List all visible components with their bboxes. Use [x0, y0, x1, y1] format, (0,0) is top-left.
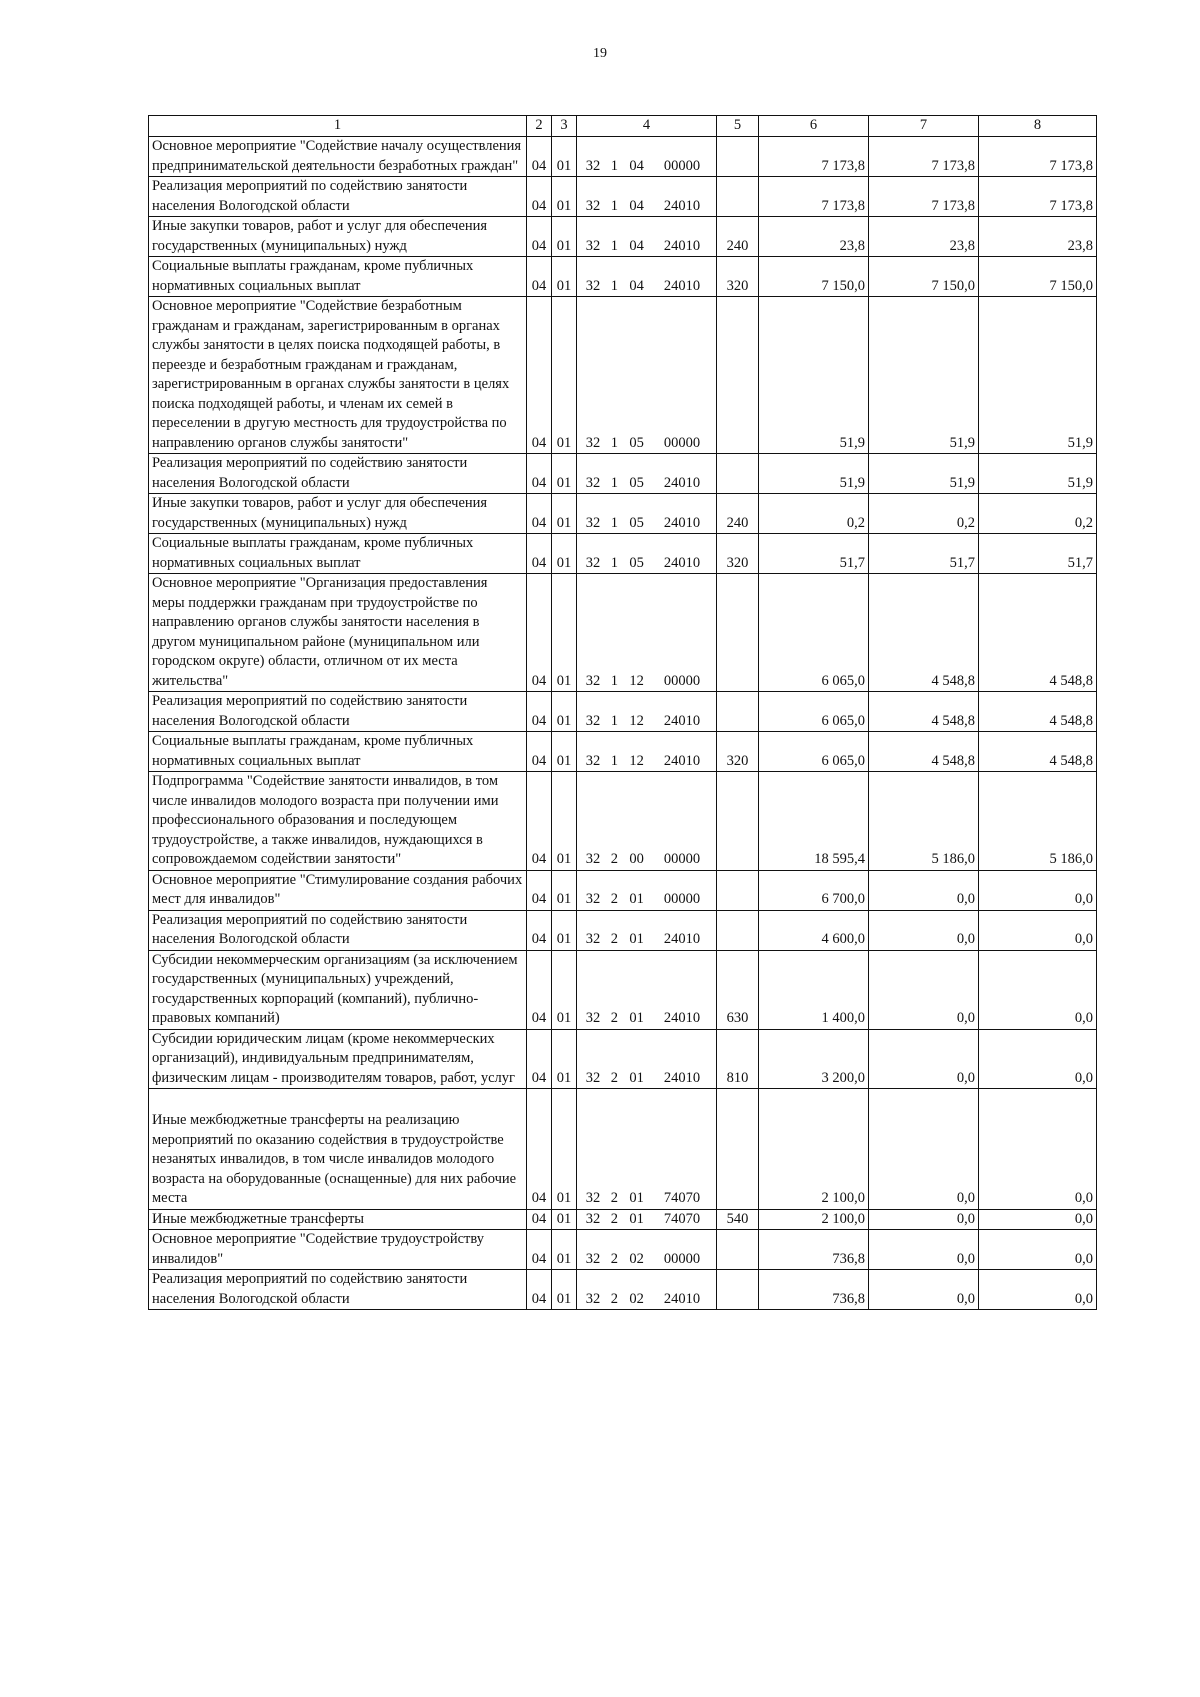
code-program: 32: [585, 672, 601, 689]
col-6-amount: 51,9: [759, 454, 869, 494]
code-program: 32: [585, 197, 601, 214]
table-row: [149, 732, 1097, 772]
col-8-amount: 51,9: [979, 297, 1097, 454]
table-row: [149, 177, 1097, 217]
code-subprogram: 2: [610, 851, 618, 867]
code-program: 32: [585, 1069, 601, 1086]
code-subprogram: 1: [610, 434, 618, 451]
col-2-code: 04: [527, 574, 552, 692]
col-8-amount: 7 173,8: [979, 137, 1097, 177]
col-4-code: [577, 297, 717, 454]
col-7-amount: 51,9: [869, 454, 979, 494]
col-5-code: [717, 177, 759, 217]
budget-table: [148, 115, 1097, 1310]
col-3-code: 01: [552, 772, 577, 871]
code-direction: 24010: [663, 237, 701, 254]
code-activity: 05: [629, 514, 644, 531]
col-8-amount: 7 150,0: [979, 257, 1097, 297]
code-direction: 00000: [663, 1250, 701, 1267]
col-3-code: 01: [552, 177, 577, 217]
table-row: [149, 950, 1097, 1029]
code-activity: 04: [629, 197, 644, 214]
col-3-code: 01: [552, 494, 577, 534]
col-8-amount: 0,0: [979, 1029, 1097, 1089]
col-2-code: 04: [527, 177, 552, 217]
col-4-code: [577, 732, 717, 772]
header-col-4: 4: [577, 116, 717, 137]
table-row: [149, 454, 1097, 494]
code-program: 32: [585, 237, 601, 254]
code-direction: 24010: [663, 931, 701, 947]
col-8-amount: 4 548,8: [979, 692, 1097, 732]
code-program: 32: [585, 931, 601, 947]
col-2-code: 04: [527, 217, 552, 257]
row-name: Основное мероприятие "Содействие трудоустройству инвалидов": [149, 1230, 527, 1270]
code-subprogram: 1: [610, 197, 618, 214]
col-7-amount: 0,2: [869, 494, 979, 534]
code-program: 32: [585, 891, 601, 907]
row-name: Реализация мероприятий по содействию занятости населения Вологодской области: [149, 910, 527, 950]
col-5-code: 540: [717, 1209, 759, 1230]
code-subprogram: 2: [610, 891, 618, 907]
col-4-code: [577, 1089, 717, 1210]
header-row: [149, 116, 1097, 137]
col-6-amount: 6 065,0: [759, 574, 869, 692]
code-program: 32: [585, 1250, 601, 1267]
code-direction: 24010: [663, 752, 701, 769]
col-2-code: 04: [527, 454, 552, 494]
col-3-code: 01: [552, 732, 577, 772]
col-5-code: [717, 297, 759, 454]
col-8-amount: 5 186,0: [979, 772, 1097, 871]
code-direction: 74070: [663, 1190, 701, 1206]
col-6-amount: 6 065,0: [759, 732, 869, 772]
col-6-amount: 6 700,0: [759, 870, 869, 910]
col-5-code: 240: [717, 217, 759, 257]
col-3-code: 01: [552, 692, 577, 732]
code-activity: 01: [629, 1210, 644, 1227]
col-5-code: [717, 1089, 759, 1210]
table-row: [149, 692, 1097, 732]
col-7-amount: 51,7: [869, 534, 979, 574]
col-5-code: [717, 692, 759, 732]
code-activity: 12: [629, 712, 644, 729]
col-6-amount: 7 150,0: [759, 257, 869, 297]
col-8-amount: 0,0: [979, 1270, 1097, 1310]
code-direction: 24010: [663, 474, 701, 491]
code-activity: 00: [629, 851, 644, 867]
col-7-amount: 0,0: [869, 1209, 979, 1230]
code-program: 32: [585, 157, 601, 174]
code-direction: 00000: [663, 891, 701, 907]
col-7-amount: 51,9: [869, 297, 979, 454]
col-7-amount: 0,0: [869, 870, 979, 910]
code-activity: 04: [629, 157, 644, 174]
code-activity: 02: [629, 1290, 644, 1307]
code-subprogram: 1: [610, 514, 618, 531]
code-activity: 02: [629, 1250, 644, 1267]
row-name: Основное мероприятие "Содействие началу осуществления предпринимательской деятельности безработных граждан": [149, 137, 527, 177]
table-row: [149, 1230, 1097, 1270]
code-subprogram: 1: [610, 157, 618, 174]
col-4-code: [577, 950, 717, 1029]
code-subprogram: 1: [610, 712, 618, 729]
col-5-code: [717, 454, 759, 494]
col-2-code: 04: [527, 692, 552, 732]
col-6-amount: 736,8: [759, 1230, 869, 1270]
col-6-amount: 7 173,8: [759, 177, 869, 217]
code-program: 32: [585, 1290, 601, 1307]
code-subprogram: 2: [610, 1190, 618, 1206]
col-8-amount: 0,0: [979, 1209, 1097, 1230]
col-5-code: [717, 137, 759, 177]
col-6-amount: 2 100,0: [759, 1209, 869, 1230]
code-direction: 24010: [663, 197, 701, 214]
col-3-code: 01: [552, 454, 577, 494]
code-program: 32: [585, 1190, 601, 1206]
code-activity: 04: [629, 277, 644, 294]
code-subprogram: 1: [610, 237, 618, 254]
code-subprogram: 2: [610, 1069, 618, 1086]
col-7-amount: 4 548,8: [869, 574, 979, 692]
code-subprogram: 2: [610, 1010, 618, 1026]
code-activity: 05: [629, 474, 644, 491]
col-3-code: 01: [552, 950, 577, 1029]
col-4-code: [577, 772, 717, 871]
col-5-code: [717, 574, 759, 692]
header-col-3: 3: [552, 116, 577, 137]
col-3-code: 01: [552, 870, 577, 910]
code-direction: 24010: [663, 1290, 701, 1307]
code-activity: 01: [629, 891, 644, 907]
code-activity: 01: [629, 1069, 644, 1086]
table-row: [149, 910, 1097, 950]
col-4-code: [577, 1029, 717, 1089]
col-5-code: 630: [717, 950, 759, 1029]
col-2-code: 04: [527, 1230, 552, 1270]
code-direction: 00000: [663, 434, 701, 451]
header-col-1: 1: [149, 116, 527, 137]
row-name: Иные межбюджетные трансферты: [149, 1209, 527, 1230]
code-subprogram: 1: [610, 277, 618, 294]
row-name: Основное мероприятие "Содействие безработным гражданам и гражданам, зарегистрированным в органах службы занятости в целях поиска подходящей работы, в переезде и безработным гражданам и гражданам, зарегистрированным в органах службы занятости в целях поиска подходящей работы, и членам их семей в переселении в другую местность для трудоустройства по направлению органов службы занятости": [149, 297, 527, 454]
col-5-code: [717, 910, 759, 950]
code-direction: 24010: [663, 514, 701, 531]
row-name: Социальные выплаты гражданам, кроме публичных нормативных социальных выплат: [149, 534, 527, 574]
col-8-amount: 0,0: [979, 910, 1097, 950]
col-7-amount: 4 548,8: [869, 732, 979, 772]
col-3-code: 01: [552, 534, 577, 574]
code-activity: 05: [629, 554, 644, 571]
col-3-code: 01: [552, 1209, 577, 1230]
col-7-amount: 0,0: [869, 1230, 979, 1270]
row-name: Реализация мероприятий по содействию занятости населения Вологодской области: [149, 692, 527, 732]
code-subprogram: 2: [610, 1290, 618, 1307]
code-direction: 24010: [663, 1069, 701, 1086]
col-6-amount: 3 200,0: [759, 1029, 869, 1089]
col-4-code: [577, 137, 717, 177]
code-program: 32: [585, 277, 601, 294]
col-3-code: 01: [552, 257, 577, 297]
row-name: Иные закупки товаров, работ и услуг для обеспечения государственных (муниципальных) нужд: [149, 217, 527, 257]
col-4-code: [577, 1209, 717, 1230]
code-activity: 01: [629, 931, 644, 947]
table-row: [149, 534, 1097, 574]
col-5-code: [717, 870, 759, 910]
code-activity: 04: [629, 237, 644, 254]
row-name: Субсидии юридическим лицам (кроме некоммерческих организаций), индивидуальным предпринимателям, физическим лицам - производителям товаров, работ, услуг: [149, 1029, 527, 1089]
col-2-code: 04: [527, 870, 552, 910]
code-direction: 00000: [663, 157, 701, 174]
col-2-code: 04: [527, 257, 552, 297]
col-6-amount: 51,9: [759, 297, 869, 454]
col-8-amount: 51,9: [979, 454, 1097, 494]
col-7-amount: 0,0: [869, 1029, 979, 1089]
col-2-code: 04: [527, 137, 552, 177]
code-direction: 24010: [663, 1010, 701, 1026]
col-3-code: 01: [552, 1089, 577, 1210]
row-name: Основное мероприятие "Стимулирование создания рабочих мест для инвалидов": [149, 870, 527, 910]
col-6-amount: 736,8: [759, 1270, 869, 1310]
col-7-amount: 0,0: [869, 950, 979, 1029]
row-name: Реализация мероприятий по содействию занятости населения Вологодской области: [149, 1270, 527, 1310]
col-2-code: 04: [527, 1029, 552, 1089]
row-name: Основное мероприятие "Организация предоставления меры поддержки гражданам при трудоустройстве по направлению органов службы занятости населения в другом муниципальном районе (муниципальном или городском округе) области, отличном от их места жительства": [149, 574, 527, 692]
table-row: [149, 1270, 1097, 1310]
col-4-code: [577, 870, 717, 910]
col-2-code: 04: [527, 297, 552, 454]
code-program: 32: [585, 434, 601, 451]
col-8-amount: 4 548,8: [979, 574, 1097, 692]
col-2-code: 04: [527, 1209, 552, 1230]
col-4-code: [577, 534, 717, 574]
col-8-amount: 23,8: [979, 217, 1097, 257]
table-row: [149, 870, 1097, 910]
code-direction: 74070: [663, 1210, 701, 1227]
col-6-amount: 6 065,0: [759, 692, 869, 732]
col-6-amount: 4 600,0: [759, 910, 869, 950]
code-subprogram: 1: [610, 672, 618, 689]
row-name: Социальные выплаты гражданам, кроме публичных нормативных социальных выплат: [149, 257, 527, 297]
col-5-code: 240: [717, 494, 759, 534]
header-col-6: 6: [759, 116, 869, 137]
col-7-amount: 0,0: [869, 1089, 979, 1210]
code-program: 32: [585, 1210, 601, 1227]
table-row: [149, 574, 1097, 692]
code-subprogram: 1: [610, 752, 618, 769]
code-direction: 24010: [663, 554, 701, 571]
col-4-code: [577, 1230, 717, 1270]
col-8-amount: 0,0: [979, 950, 1097, 1029]
table-row: [149, 217, 1097, 257]
table-body: [149, 137, 1097, 1310]
row-name: Иные межбюджетные трансферты на реализацию мероприятий по оказанию содействия в трудоустройстве незанятых инвалидов, в том числе инвалидов молодого возраста на оборудованные (оснащенные) для них рабочие места: [149, 1089, 527, 1210]
col-2-code: 04: [527, 772, 552, 871]
col-5-code: 320: [717, 534, 759, 574]
col-3-code: 01: [552, 137, 577, 177]
col-4-code: [577, 177, 717, 217]
row-name: Реализация мероприятий по содействию занятости населения Вологодской области: [149, 177, 527, 217]
code-program: 32: [585, 1010, 601, 1026]
code-activity: 12: [629, 672, 644, 689]
code-direction: 24010: [663, 277, 701, 294]
col-8-amount: 0,0: [979, 1230, 1097, 1270]
code-direction: 00000: [663, 851, 701, 867]
col-3-code: 01: [552, 910, 577, 950]
code-program: 32: [585, 752, 601, 769]
col-5-code: [717, 1230, 759, 1270]
col-2-code: 04: [527, 534, 552, 574]
code-subprogram: 1: [610, 554, 618, 571]
col-7-amount: 5 186,0: [869, 772, 979, 871]
code-direction: 24010: [663, 712, 701, 729]
row-name: Реализация мероприятий по содействию занятости населения Вологодской области: [149, 454, 527, 494]
row-name: Социальные выплаты гражданам, кроме публичных нормативных социальных выплат: [149, 732, 527, 772]
col-7-amount: 4 548,8: [869, 692, 979, 732]
col-8-amount: 51,7: [979, 534, 1097, 574]
col-7-amount: 7 173,8: [869, 177, 979, 217]
code-activity: 01: [629, 1190, 644, 1206]
code-activity: 01: [629, 1010, 644, 1026]
code-subprogram: 2: [610, 931, 618, 947]
col-2-code: 04: [527, 1270, 552, 1310]
code-program: 32: [585, 514, 601, 531]
col-7-amount: 23,8: [869, 217, 979, 257]
col-3-code: 01: [552, 1029, 577, 1089]
row-name: Подпрограмма "Содействие занятости инвалидов, в том числе инвалидов молодого возраста при получении ими профессионального образования и последующем трудоустройстве, а также инвалидов, нуждающихся в сопровождаемом содействии занятости": [149, 772, 527, 871]
row-name: Субсидии некоммерческим организациям (за исключением государственных (муниципальных) учреждений, государственных корпораций (компаний), публично-правовых компаний): [149, 950, 527, 1029]
table-row: [149, 257, 1097, 297]
col-4-code: [577, 1270, 717, 1310]
col-5-code: 320: [717, 732, 759, 772]
col-6-amount: 0,2: [759, 494, 869, 534]
col-7-amount: 7 173,8: [869, 137, 979, 177]
col-3-code: 01: [552, 1230, 577, 1270]
col-6-amount: 51,7: [759, 534, 869, 574]
table-row: [149, 494, 1097, 534]
col-8-amount: 0,0: [979, 1089, 1097, 1210]
table-row: [149, 772, 1097, 871]
col-4-code: [577, 454, 717, 494]
code-program: 32: [585, 474, 601, 491]
col-4-code: [577, 910, 717, 950]
col-6-amount: 23,8: [759, 217, 869, 257]
code-direction: 00000: [663, 672, 701, 689]
table-row: [149, 1029, 1097, 1089]
col-3-code: 01: [552, 297, 577, 454]
code-subprogram: 2: [610, 1250, 618, 1267]
col-6-amount: 7 173,8: [759, 137, 869, 177]
col-2-code: 04: [527, 950, 552, 1029]
page-number: 19: [593, 46, 607, 61]
col-2-code: 04: [527, 732, 552, 772]
header-col-5: 5: [717, 116, 759, 137]
row-name: Иные закупки товаров, работ и услуг для обеспечения государственных (муниципальных) нужд: [149, 494, 527, 534]
col-3-code: 01: [552, 217, 577, 257]
table-row: [149, 297, 1097, 454]
col-8-amount: 4 548,8: [979, 732, 1097, 772]
code-activity: 12: [629, 752, 644, 769]
col-4-code: [577, 257, 717, 297]
header-col-2: 2: [527, 116, 552, 137]
table-row: [149, 1209, 1097, 1230]
col-4-code: [577, 217, 717, 257]
col-7-amount: 0,0: [869, 1270, 979, 1310]
col-7-amount: 7 150,0: [869, 257, 979, 297]
col-3-code: 01: [552, 1270, 577, 1310]
table-row: [149, 1089, 1097, 1210]
code-program: 32: [585, 554, 601, 571]
col-5-code: 810: [717, 1029, 759, 1089]
col-2-code: 04: [527, 1089, 552, 1210]
col-2-code: 04: [527, 494, 552, 534]
col-6-amount: 18 595,4: [759, 772, 869, 871]
col-6-amount: 1 400,0: [759, 950, 869, 1029]
col-5-code: [717, 772, 759, 871]
col-4-code: [577, 692, 717, 732]
code-activity: 05: [629, 434, 644, 451]
code-program: 32: [585, 851, 601, 867]
col-5-code: [717, 1270, 759, 1310]
code-program: 32: [585, 712, 601, 729]
col-8-amount: 0,0: [979, 870, 1097, 910]
col-3-code: 01: [552, 574, 577, 692]
col-4-code: [577, 494, 717, 534]
table-row: [149, 137, 1097, 177]
header-col-8: 8: [979, 116, 1097, 137]
col-8-amount: 0,2: [979, 494, 1097, 534]
col-7-amount: 0,0: [869, 910, 979, 950]
col-8-amount: 7 173,8: [979, 177, 1097, 217]
code-subprogram: 2: [610, 1210, 618, 1227]
header-col-7: 7: [869, 116, 979, 137]
col-6-amount: 2 100,0: [759, 1089, 869, 1210]
col-5-code: 320: [717, 257, 759, 297]
col-4-code: [577, 574, 717, 692]
code-subprogram: 1: [610, 474, 618, 491]
col-2-code: 04: [527, 910, 552, 950]
